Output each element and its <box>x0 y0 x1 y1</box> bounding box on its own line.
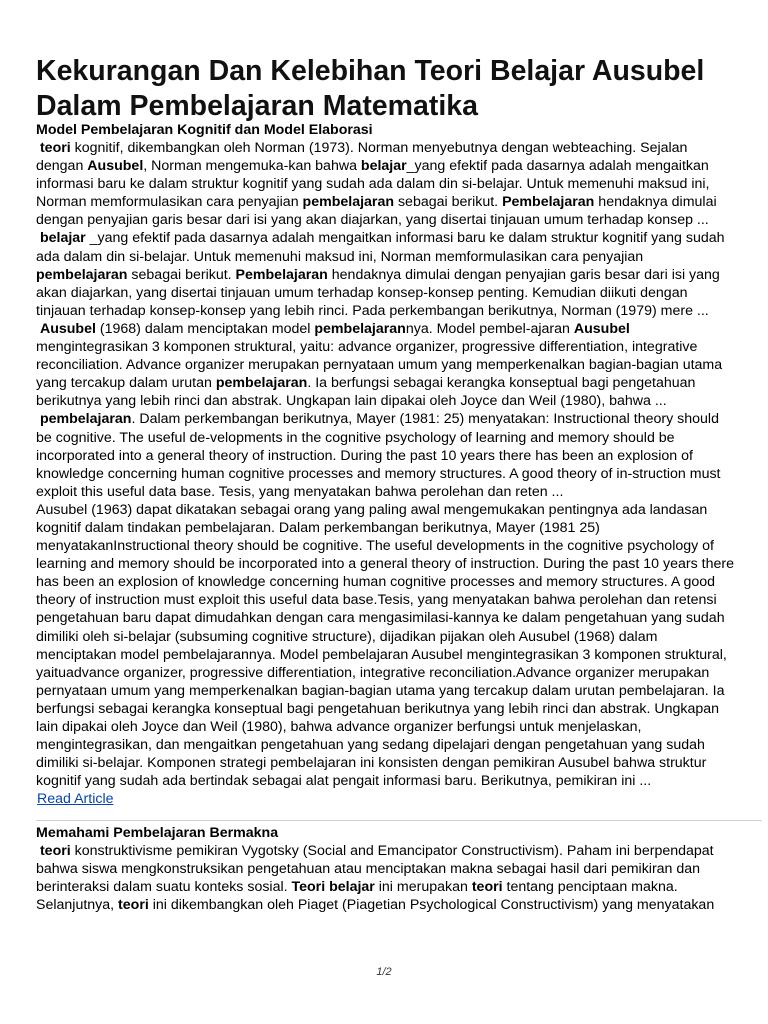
section-model-pembelajaran <box>36 121 736 808</box>
section-body: teori kognitif, dikembangkan oleh Norman (1973). Norman menyebutnya dengan webteaching. Sejalan dengan Ausubel, Norman mengemuka-kan bahwa belajar_yang efektif pada dasarnya adalah mengaitkan informasi baru ke dalam struktur kognitif yang sudah ada dalam din si-belajar. Untuk memenuhi maksud ini, Norman memformulasikan cara penyajian pembelajaran sebagai berikut. Pembelajaran hendaknya dimulai dengan penyajian garis besar dari isi yang akan diajarkan, yang disertai tinjauan umum terhadap konsep ... belajar _yang efektif pada dasarnya adalah mengaitkan informasi baru ke dalam struktur kognitif yang sudah ada dalam din si-belajar. Untuk memenuhi maksud ini, Norman memformulasikan cara penyajian pembelajaran sebagai berikut. Pembelajaran hendaknya dimulai dengan penyajian garis besar dari isi yang akan diajarkan, yang disertai tinjauan umum terhadap konsep-konsep penting. Kemudian diikuti dengan tinjauan terhadap konsep-konsep yang lebih rinci. Pada perkembangan berikutnya, Norman (1979) mere ... Ausubel (1968) dalam menciptakan model pembelajarannya. Model pembel-ajaran Ausubel mengintegrasikan 3 komponen struktural, yaitu: advance organizer, progressive differentiation, integrative reconciliation. Advance organizer merupakan pernyataan umum yang memperkenalkan bagian-bagian utama yang tercakup dalam urutan pembelajaran. Ia berfungsi sebagai kerangka konseptual bagi pengetahuan berikutnya yang lebih rinci dan abstrak. Ungkapan lain dipakai oleh Joyce dan Weil (1980), bahwa ... pembelajaran. Dalam perkembangan berikutnya, Mayer (1981: 25) menyatakan: Instructional theory should be cognitive. The useful de-velopments in the cognitive psychology of learning and memory should be incorporated into a general theory of instruction. During the past 10 years there has been an explosion of knowledge concerning human cognitive processes and memory structures. A good theory of in-struction must exploit this useful data base. Tesis, yang menyatakan bahwa perolehan dan reten ... Ausubel (1963) dapat dikatakan sebagai orang yang paling awal mengemukakan pentingnya ada landasan kognitif dalam tindakan pembelajaran. Dalam perkembangan berikutnya, Mayer (1981 25) menyatakanInstructional theory should be cognitive. The useful developments in the cognitive psychology of learning and memory should be incorporated into a general theory of instruction. During the past 10 years there has been an explosion of knowledge concerning human cognitive processes and memory structures. A good theory of instruction must exploit this useful data base.Tesis, yang menyatakan bahwa perolehan dan retensi pengetahuan baru dapat dimudahkan dengan cara mengasimilasi-kannya ke dalam pengetahuan yang sudah dimiliki oleh si-belajar (subsuming cognitive structure), dijadikan pijakan oleh Ausubel (1968) dalam menciptakan model pembelajarannya. Model pembelajaran Ausubel mengintegrasikan 3 komponen struktural, yaituadvance organizer, progressive differentiation, integrative reconciliation.Advance organizer merupakan pernyataan umum yang memperkenalkan bagian-bagian utama yang tercakup dalam urutan pembelajaran. Ia berfungsi sebagai kerangka konseptual bagi pengetahuan berikutnya yang lebih rinci dan abstrak. Ungkapan lain dipakai oleh Joyce dan Weil (1980), bahwa advance organizer berfungsi untuk menjelaskan, mengintegrasikan, dan mengaitkan pengetahuan yang sedang dipelajari dengan pengetahuan yang sudah dimiliki si-belajar. Komponen strategi pembelajaran ini konsisten dengan pemikiran Ausubel bahwa struktur kognitif yang sudah ada bertindak sebagai alat pengait informasi baru. Berikutnya, pemikiran ini ... <box>36 140 734 790</box>
section-heading: Memahami Pembelajaran Bermakna <box>36 825 279 841</box>
page-number: 1/2 <box>376 966 392 978</box>
document-page <box>36 54 736 914</box>
section-heading: Model Pembelajaran Kognitif dan Model Elaborasi <box>36 122 373 138</box>
section-divider <box>36 820 762 821</box>
page-title: Kekurangan Dan Kelebihan Teori Belajar Ausubel Dalam Pembelajaran Matematika <box>36 55 705 122</box>
section-memahami-pembelajaran <box>36 824 736 914</box>
read-article-link[interactable]: Read Article <box>37 791 114 808</box>
section-body: teori konstruktivisme pemikiran Vygotsky (Social and Emancipator Constructivism). Paham ini berpendapat bahwa siswa mengkonstruksikan pengetahuan atau menciptakan makna sebagai hasil dari pemikiran dan berinteraksi dalam suatu konteks sosial. Teori belajar ini merupakan teori tentang penciptaan makna. Selanjutnya, teori ini dikembangkan oleh Piaget (Piagetian Psychological Constructivism) yang menyatakan <box>36 843 715 914</box>
